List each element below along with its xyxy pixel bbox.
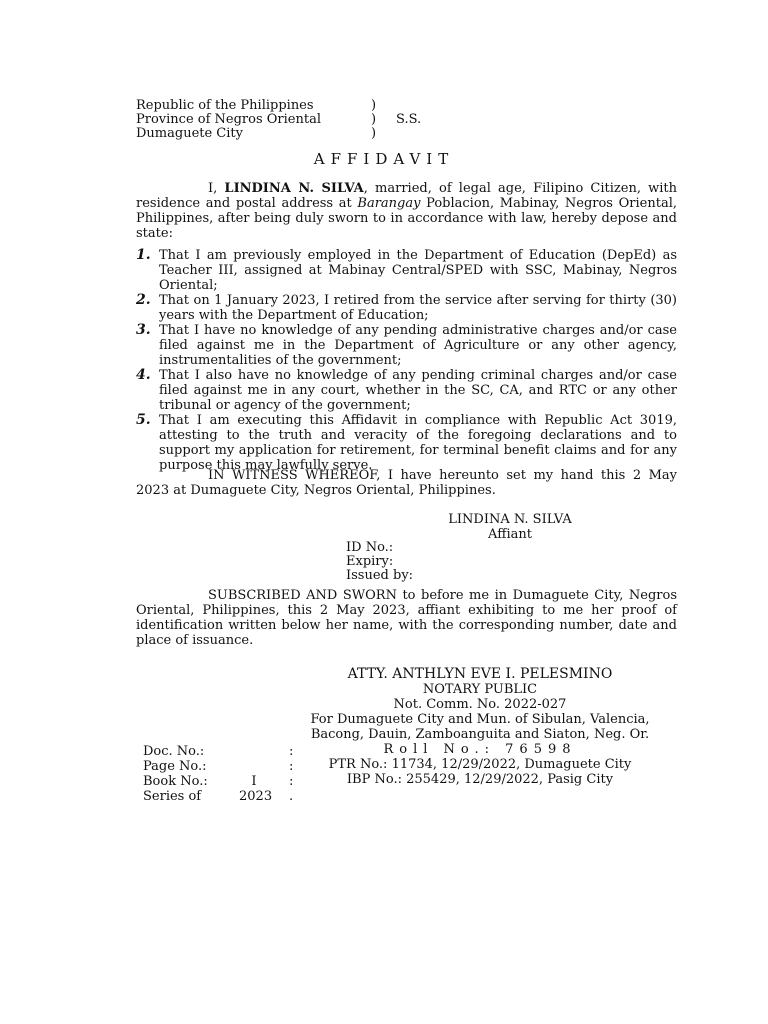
id-number-label: ID No.: [346,540,394,555]
venue-text: Republic of the Philippines [136,98,314,113]
notary-roll: Roll No.: 76598 [383,742,577,757]
register-label: Doc. No.: [143,744,205,759]
register-value: I [251,774,257,789]
statement-text: That I also have no knowledge of any pending criminal charges and/or case filed against me in any court, whether in the SC, CA, and RTC or any other tribunal or agency of the government; [159,368,677,413]
register-separator: : [289,744,294,759]
intro-paragraph [136,181,677,241]
venue-block [136,98,422,141]
notary-title: NOTARY PUBLIC [422,682,538,697]
intro-text: I, [208,181,225,196]
notary-ibp: IBP No.: 255429, 12/29/2022, Pasig City [346,772,614,787]
id-expiry-label: Expiry: [346,554,394,569]
statement-item [136,248,677,293]
id-fields [346,540,413,582]
intro-text: , married, of legal age, Filipino Citizen, with residence and postal address at [136,181,677,211]
venue-line-city [136,126,377,141]
statement-number: 5. [136,412,151,428]
doc-number-row [143,744,303,759]
notary-block [310,667,650,787]
affiant-signature-block [444,512,576,542]
statement-text: That on 1 January 2023, I retired from the service after serving for thirty (30) years with the Department of Education; [159,293,677,323]
register-separator: . [289,789,294,804]
intro-text: Poblacion, Mabinay, Negros Oriental, Philippines, after being duly sworn to in accordance with law, hereby depose and state: [136,196,677,241]
register-separator: : [289,759,294,774]
notary-jurisdiction: Bacong, Dauin, Zamboanguita and Siaton, Neg. Or. [310,727,650,742]
venue-line-province [136,112,422,127]
witness-paragraph: IN WITNESS WHEREOF, I have hereunto set my hand this 2 May 2023 at Dumaguete City, Negros Oriental, Philippines. [136,468,677,498]
document-title: AFFIDAVIT [313,150,455,168]
register-value: 2023 [239,789,273,804]
venue-paren: ) [371,112,377,127]
register-separator: : [289,774,294,789]
notary-ptr: PTR No.: 11734, 12/29/2022, Dumaguete City [328,757,632,772]
statement-item [136,293,677,323]
venue-ss: S.S. [396,112,422,127]
register-label: Series of [143,789,202,804]
affiant-name: LINDINA N. SILVA [448,512,572,527]
statement-text: That I am previously employed in the Department of Education (DepEd) as Teacher III, assigned at Mabinay Central/SPED with SSC, Mabinay, Negros Oriental; [159,248,677,293]
statement-item [136,413,677,473]
notary-jurisdiction: For Dumaguete City and Mun. of Sibulan, Valencia, [310,712,650,727]
venue-text: Dumaguete City [136,126,243,141]
venue-paren: ) [371,98,377,113]
notarial-register [143,744,303,804]
notary-commission: Not. Comm. No. 2022-027 [393,697,567,712]
statement-item [136,323,677,368]
book-number-row [143,774,303,789]
statement-number: 1. [136,247,151,263]
id-issued-by-label: Issued by: [346,568,414,583]
venue-line-republic [136,98,377,113]
statement-number: 3. [136,322,151,338]
series-row [143,789,303,804]
notary-name: ATTY. ANTHLYN EVE I. PELESMINO [347,666,613,682]
page-number-row [143,759,303,774]
affiant-name-inline: LINDINA N. SILVA [224,181,364,196]
register-label: Book No.: [143,774,208,789]
affiant-role: Affiant [488,527,532,542]
statement-item [136,368,677,413]
jurat-paragraph: SUBSCRIBED AND SWORN to before me in Dumaguete City, Negros Oriental, Philippines, this 2 May 2023, affiant exhibiting to me her proof of identification written below her name, with the corresponding number, date and place of issuance. [136,588,677,648]
statement-text: That I am executing this Affidavit in compliance with Republic Act 3019, attesting to the truth and veracity of the foregoing declarations and to support my application for retirement, for terminal benefit claims and for any purpose this may lawfully serve. [159,413,677,473]
statement-number: 4. [136,367,151,383]
statement-number: 2. [136,292,151,308]
barangay-word: Barangay [357,196,421,211]
register-label: Page No.: [143,759,207,774]
venue-paren: ) [371,126,377,141]
venue-text: Province of Negros Oriental [136,112,322,127]
statement-text: That I have no knowledge of any pending administrative charges and/or case filed against me in the Department of Agriculture or any other agency, instrumentalities of the government; [159,323,677,368]
statement-list [136,248,677,473]
